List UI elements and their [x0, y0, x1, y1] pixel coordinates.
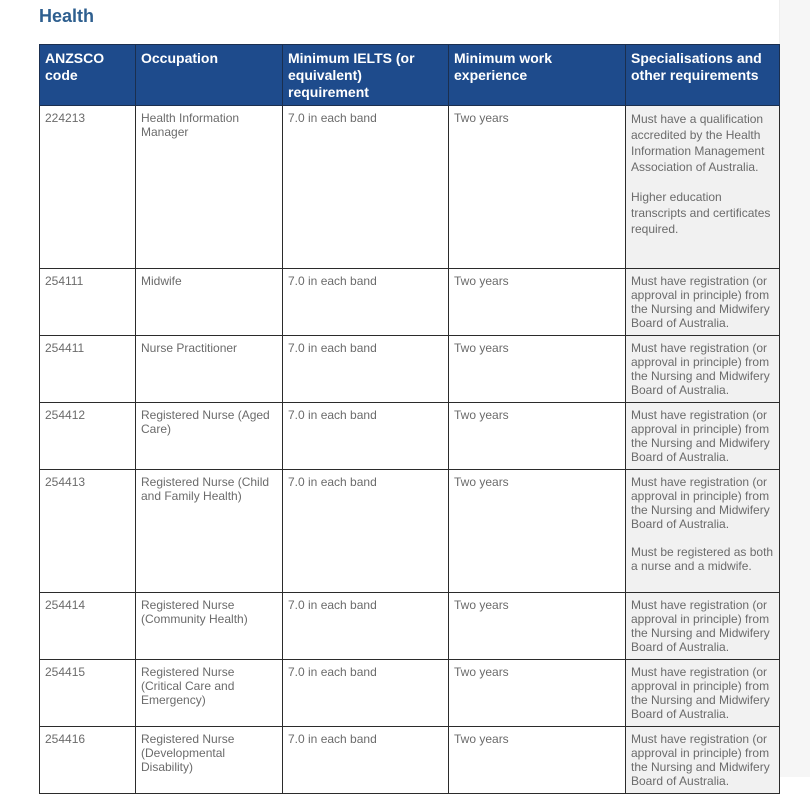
requirement-text: Must have registration (or approval in principle) from the Nursing and Midwifery Board of Australia. — [631, 408, 770, 464]
cell-ielts: 7.0 in each band — [283, 660, 449, 727]
cell-code: 254413 — [40, 470, 136, 593]
cell-requirements — [626, 470, 780, 593]
table-row — [40, 336, 780, 403]
cell-code: 254412 — [40, 403, 136, 470]
header-ielts: Minimum IELTS (or equivalent) requirement — [283, 45, 449, 106]
cell-ielts: 7.0 in each band — [283, 403, 449, 470]
cell-code: 254111 — [40, 269, 136, 336]
cell-occupation: Registered Nurse (Child and Family Health) — [136, 470, 283, 593]
occupation-table — [39, 44, 780, 794]
requirement-text: Must have a qualification accredited by the Health Information Management Association of Australia. — [631, 112, 765, 174]
table-row — [40, 593, 780, 660]
section-title: Health — [39, 6, 95, 26]
cell-experience: Two years — [449, 727, 626, 794]
requirement-text: Must have registration (or approval in principle) from the Nursing and Midwifery Board of Australia. — [631, 665, 770, 721]
cell-experience: Two years — [449, 336, 626, 403]
cell-experience: Two years — [449, 403, 626, 470]
cell-code: 254415 — [40, 660, 136, 727]
cell-code: 254416 — [40, 727, 136, 794]
requirement-text: Must have registration (or approval in principle) from the Nursing and Midwifery Board of Australia. — [631, 598, 770, 654]
table-row — [40, 403, 780, 470]
table-header — [40, 45, 780, 106]
cell-occupation: Registered Nurse (Developmental Disability) — [136, 727, 283, 794]
cell-occupation: Registered Nurse (Community Health) — [136, 593, 283, 660]
cell-experience: Two years — [449, 593, 626, 660]
header-requirements: Specialisations and other requirements — [626, 45, 780, 106]
cell-occupation: Registered Nurse (Critical Care and Emergency) — [136, 660, 283, 727]
header-code: ANZSCO code — [40, 45, 136, 106]
requirement-text: Must have registration (or approval in principle) from the Nursing and Midwifery Board of Australia. — [631, 475, 770, 531]
table-row — [40, 269, 780, 336]
cell-code: 254411 — [40, 336, 136, 403]
header-row — [40, 45, 780, 106]
requirement-text: Must have registration (or approval in principle) from the Nursing and Midwifery Board of Australia. — [631, 274, 770, 330]
requirement-text: Must be registered as both a nurse and a midwife. — [631, 545, 774, 573]
cell-experience: Two years — [449, 660, 626, 727]
cell-experience: Two years — [449, 470, 626, 593]
cell-requirements — [626, 403, 780, 470]
requirement-text: Must have registration (or approval in principle) from the Nursing and Midwifery Board of Australia. — [631, 341, 770, 397]
cell-code: 224213 — [40, 106, 136, 269]
cell-occupation: Midwife — [136, 269, 283, 336]
header-occupation: Occupation — [136, 45, 283, 106]
cell-requirements — [626, 269, 780, 336]
cell-ielts: 7.0 in each band — [283, 269, 449, 336]
table-row — [40, 727, 780, 794]
table-row — [40, 470, 780, 593]
requirement-text: Must have registration (or approval in principle) from the Nursing and Midwifery Board of Australia. — [631, 732, 770, 788]
cell-occupation: Nurse Practitioner — [136, 336, 283, 403]
cell-requirements — [626, 593, 780, 660]
cell-ielts: 7.0 in each band — [283, 470, 449, 593]
cell-requirements — [626, 660, 780, 727]
table-row — [40, 660, 780, 727]
cell-requirements — [626, 336, 780, 403]
cell-ielts: 7.0 in each band — [283, 336, 449, 403]
cell-experience: Two years — [449, 269, 626, 336]
requirement-text: Higher education transcripts and certificates required. — [631, 190, 771, 236]
page-side-strip — [779, 0, 810, 777]
cell-occupation: Health Information Manager — [136, 106, 283, 269]
cell-requirements — [626, 727, 780, 794]
cell-code: 254414 — [40, 593, 136, 660]
cell-occupation: Registered Nurse (Aged Care) — [136, 403, 283, 470]
cell-ielts: 7.0 in each band — [283, 727, 449, 794]
cell-experience: Two years — [449, 106, 626, 269]
cell-ielts: 7.0 in each band — [283, 593, 449, 660]
header-experience: Minimum work experience — [449, 45, 626, 106]
cell-requirements — [626, 106, 780, 269]
table-row — [40, 106, 780, 269]
cell-ielts: 7.0 in each band — [283, 106, 449, 269]
